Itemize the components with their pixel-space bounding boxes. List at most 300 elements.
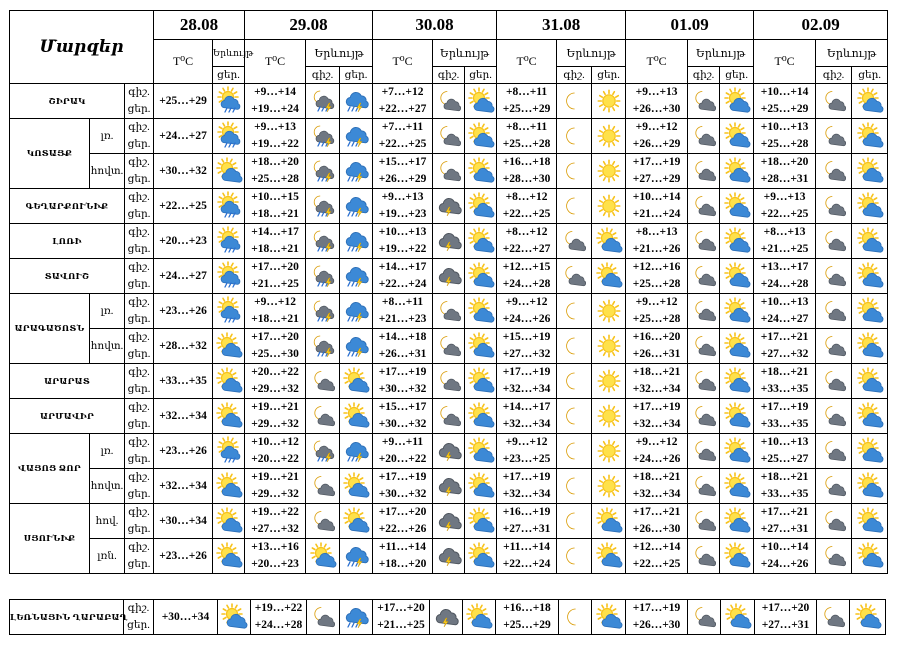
temp-day: +25…+29 [503, 619, 551, 631]
temp-day: +26…+31 [378, 348, 427, 360]
region-name: ԿՈՏԱՅՔ [10, 119, 90, 189]
temp-night: +8…+11 [505, 121, 548, 133]
temp-range [373, 294, 433, 329]
temp-night: +13…+17 [760, 261, 809, 273]
cloud-rain-lightning-icon [344, 608, 368, 625]
weather-icon-cell [688, 189, 720, 224]
moon-cloud-icon [437, 127, 461, 144]
forecast-table [9, 10, 888, 574]
cloud-rain-lightning-icon [344, 547, 368, 564]
weather-icon-cell [557, 189, 592, 224]
moon-icon [562, 372, 586, 389]
weather-header: Երևույթ [306, 40, 373, 67]
weather-icon-cell [213, 84, 245, 119]
cloud-rain-lightning-icon [344, 232, 368, 249]
temp-day: +32…+34 [502, 488, 551, 500]
weather-icon-cell [433, 329, 465, 364]
temp-night: +10…+15 [251, 191, 299, 203]
temp-night: +12…+16 [632, 261, 681, 273]
day-label: ցեր. [127, 454, 151, 465]
weather-icon-cell [465, 469, 497, 504]
moon-cloud-rain-icon [311, 197, 335, 214]
weather-icon-cell [592, 294, 626, 329]
sun-cloud-icon [469, 477, 493, 494]
temp-range [497, 224, 557, 259]
sun-cloud-icon [858, 127, 882, 144]
temp-day: +33…+35 [760, 418, 809, 430]
temp-range [754, 364, 816, 399]
day-label: ցեր. [465, 67, 497, 84]
temp-night: +10…+13 [760, 121, 809, 133]
sun-cloud-rain-icon [217, 197, 241, 214]
weather-icon-cell [340, 539, 373, 574]
sun-cloud-icon [858, 512, 882, 529]
time-of-day [125, 84, 154, 119]
sun-icon [597, 162, 621, 179]
weather-icon-cell [433, 504, 465, 539]
temp-range [626, 434, 688, 469]
temp-night: +17…+21 [760, 506, 809, 518]
weather-icon-cell [688, 84, 720, 119]
sun-cloud-icon [469, 92, 493, 109]
weather-icon-cell [688, 294, 720, 329]
temp-day: +32…+34 [502, 383, 551, 395]
night-label: գիշ. [127, 603, 150, 614]
temp-night: +13…+16 [251, 541, 299, 553]
moon-icon [562, 477, 586, 494]
temp-night: +18…+21 [632, 366, 681, 378]
weather-icon-cell [816, 84, 852, 119]
temp-day: +22…+27 [502, 243, 551, 255]
moon-cloud-rain-icon [311, 337, 335, 354]
moon-icon [562, 197, 586, 214]
temp-day-range: +20…+23 [154, 224, 213, 259]
sun-cloud-icon [858, 267, 882, 284]
temp-day: +24…+27 [760, 313, 809, 325]
sun-icon [597, 372, 621, 389]
temp-day: +19…+24 [251, 103, 299, 115]
temp-night: +18…+21 [632, 471, 681, 483]
time-of-day [125, 294, 154, 329]
moon-cloud-icon [437, 337, 461, 354]
temp-night: +17…+20 [377, 602, 425, 614]
temp-night: +16…+19 [502, 506, 551, 518]
time-of-day [125, 189, 154, 224]
temp-night: +9…+12 [635, 436, 678, 448]
temp-night: +9…+12 [505, 436, 548, 448]
temp-day: +26…+29 [378, 173, 427, 185]
temp-day: +21…+25 [251, 278, 299, 290]
temp-night: +17…+19 [378, 471, 427, 483]
weather-icon-cell [213, 259, 245, 294]
weather-icon-cell [852, 154, 888, 189]
weather-icon-cell [340, 294, 373, 329]
weather-icon-cell [816, 399, 852, 434]
weather-icon-cell [688, 399, 720, 434]
temp-range [497, 154, 557, 189]
night-label: գիշ. [128, 542, 150, 553]
weather-icon-cell [433, 154, 465, 189]
day-label: ցեր. [127, 620, 150, 631]
weather-icon-cell [465, 259, 497, 294]
night-label: գիշ. [557, 67, 592, 84]
temp-night: +10…+14 [632, 191, 681, 203]
temp-day-range: +30…+32 [154, 154, 213, 189]
night-label: գիշ. [128, 227, 150, 238]
temp-night: +8…+12 [505, 226, 548, 238]
moon-icon [563, 608, 587, 625]
night-label: գիշ. [306, 67, 340, 84]
temp-day: +18…+21 [251, 208, 299, 220]
temp-night: +9…+13 [254, 121, 296, 133]
weather-icon-cell [306, 329, 340, 364]
weather-icon-cell [557, 84, 592, 119]
region-name: ԱՐԱՐԱՏ [10, 364, 125, 399]
weather-icon-cell [592, 504, 626, 539]
region-name: ԼԵՌՆԱՅԻՆ ՂԱՐԱԲԱՂ [10, 600, 124, 635]
temp-night: +9…+13 [763, 191, 806, 203]
weather-icon-cell [852, 224, 888, 259]
region-part: լռ. [90, 434, 125, 469]
time-of-day [125, 399, 154, 434]
karabakh-forecast-table [9, 599, 886, 635]
day-label: ցեր. [720, 67, 754, 84]
sun-icon [597, 92, 621, 109]
temp-day: +20…+23 [251, 558, 299, 570]
moon-cloud-icon [822, 302, 846, 319]
weather-icon-cell [306, 539, 340, 574]
weather-icon-cell [816, 364, 852, 399]
sun-cloud-icon [469, 407, 493, 424]
temp-header: T⁰C [626, 40, 688, 84]
moon-cloud-icon [822, 267, 846, 284]
temp-day: +20…+22 [378, 453, 427, 465]
weather-header: Երևույթ [688, 40, 754, 67]
night-label: գիշ. [128, 507, 150, 518]
weather-icon-cell [592, 399, 626, 434]
temp-day: +25…+28 [632, 278, 681, 290]
sun-cloud-icon [858, 372, 882, 389]
temp-range [245, 294, 306, 329]
night-label: գիշ. [128, 297, 150, 308]
sun-cloud-icon [725, 407, 749, 424]
sun-cloud-icon [726, 608, 750, 625]
temp-day: +28…+31 [760, 173, 809, 185]
temp-day: +33…+35 [760, 488, 809, 500]
weather-icon-cell [816, 294, 852, 329]
night-label: գիշ. [128, 262, 150, 273]
region-row [10, 259, 888, 294]
moon-cloud-icon [822, 442, 846, 459]
region-row [10, 399, 888, 434]
temp-range [754, 539, 816, 574]
day-label: ցեր. [127, 244, 151, 255]
temp-night: +16…+20 [632, 331, 681, 343]
temp-range [754, 294, 816, 329]
region-part: հովտ. [90, 329, 125, 364]
temp-day: +22…+25 [632, 558, 681, 570]
sun-cloud-icon [597, 232, 621, 249]
temp-day: +19…+22 [378, 243, 427, 255]
temp-day: +29…+32 [251, 383, 299, 395]
temp-range [245, 539, 306, 574]
temp-day: +32…+34 [632, 418, 681, 430]
sun-cloud-icon [469, 512, 493, 529]
weather-icon-cell [306, 434, 340, 469]
night-label: գիշ. [128, 192, 150, 203]
temp-day: +25…+28 [502, 138, 551, 150]
sun-cloud-icon [856, 608, 880, 625]
cloud-rain-lightning-icon [344, 302, 368, 319]
region-row [10, 189, 888, 224]
date-header: 29.08 [245, 11, 373, 40]
moon-cloud-icon [822, 512, 846, 529]
sun-cloud-icon [469, 442, 493, 459]
temp-range [245, 434, 306, 469]
sun-cloud-icon [858, 232, 882, 249]
temp-day: +27…+31 [761, 619, 810, 631]
sun-cloud-icon [344, 372, 368, 389]
temp-night: +14…+18 [378, 331, 427, 343]
moon-cloud-icon [822, 162, 846, 179]
sun-cloud-icon [725, 92, 749, 109]
region-name: ՎԱՅՈՑ ՁՈՐ [10, 434, 90, 504]
moon-cloud-icon [311, 512, 335, 529]
temp-day: +24…+28 [760, 278, 809, 290]
time-of-day [125, 329, 154, 364]
cloud-lightning-icon [437, 477, 461, 494]
day-label: ցեր. [127, 279, 151, 290]
region-part: լռ. [90, 119, 125, 154]
moon-cloud-icon [692, 608, 716, 625]
moon-cloud-icon [692, 127, 716, 144]
temp-day: +29…+32 [251, 488, 299, 500]
temp-day-range: +22…+25 [154, 189, 213, 224]
temp-night: +16…+18 [502, 156, 551, 168]
weather-icon-cell [213, 294, 245, 329]
cloud-rain-lightning-icon [344, 337, 368, 354]
weather-icon-cell [430, 600, 463, 635]
weather-icon-cell [852, 539, 888, 574]
sun-cloud-icon [469, 337, 493, 354]
weather-icon-cell [720, 84, 754, 119]
temp-day: +25…+28 [251, 173, 299, 185]
temp-day: +19…+22 [251, 138, 299, 150]
region-name: ԱՐՄԱՎԻՐ [10, 399, 125, 434]
weather-icon-cell [307, 600, 340, 635]
moon-cloud-icon [437, 372, 461, 389]
region-name: ՏԱՎՈՒՇ [10, 259, 125, 294]
day-label: ցեր. [127, 524, 151, 535]
temp-night: +12…+15 [502, 261, 551, 273]
temp-range [754, 469, 816, 504]
moon-icon [562, 442, 586, 459]
weather-icon-cell [557, 154, 592, 189]
temp-range [373, 539, 433, 574]
weather-icon-cell [465, 154, 497, 189]
time-of-day [124, 600, 154, 635]
temp-night: +19…+22 [251, 506, 299, 518]
sun-cloud-icon [858, 407, 882, 424]
temp-day: +21…+25 [760, 243, 809, 255]
temp-range [373, 224, 433, 259]
date-header: 31.08 [497, 11, 626, 40]
weather-icon-cell [433, 364, 465, 399]
temp-range [373, 504, 433, 539]
cloud-lightning-icon [437, 267, 461, 284]
temp-day: +21…+25 [377, 619, 425, 631]
temp-night: +15…+19 [502, 331, 551, 343]
moon-cloud-icon [562, 267, 586, 284]
sun-icon [597, 127, 621, 144]
temp-day: +18…+20 [378, 558, 427, 570]
moon-cloud-rain-icon [311, 127, 335, 144]
moon-cloud-icon [562, 232, 586, 249]
weather-icon-cell [816, 329, 852, 364]
weather-icon-cell [557, 224, 592, 259]
weather-icon-cell [306, 189, 340, 224]
temp-night: +17…+19 [502, 471, 551, 483]
temp-day: +25…+29 [760, 103, 809, 115]
moon-cloud-icon [821, 608, 845, 625]
moon-cloud-icon [692, 547, 716, 564]
temp-night: +17…+19 [760, 401, 809, 413]
temp-range [626, 259, 688, 294]
weather-icon-cell [852, 434, 888, 469]
moon-cloud-rain-icon [311, 267, 335, 284]
temp-day: +24…+28 [254, 619, 303, 631]
sun-cloud-icon [725, 267, 749, 284]
temp-night: +12…+14 [632, 541, 681, 553]
sun-cloud-icon [725, 302, 749, 319]
temp-day: +21…+26 [632, 243, 681, 255]
temp-day: +24…+28 [502, 278, 551, 290]
temp-range [626, 469, 688, 504]
sun-cloud-icon [597, 547, 621, 564]
temp-day-range: +24…+27 [154, 259, 213, 294]
weather-icon-cell [213, 364, 245, 399]
sun-cloud-icon [725, 197, 749, 214]
weather-icon-cell [218, 600, 251, 635]
temp-day-range: +32…+34 [154, 399, 213, 434]
weather-icon-cell [433, 84, 465, 119]
temp-day: +22…+26 [378, 523, 427, 535]
weather-icon-cell [720, 539, 754, 574]
moon-cloud-icon [437, 302, 461, 319]
sun-cloud-icon [597, 267, 621, 284]
moon-icon [562, 547, 586, 564]
cloud-rain-lightning-icon [344, 442, 368, 459]
weather-icon-cell [816, 504, 852, 539]
region-name: ԱՐԱԳԱԾՈՏՆ [10, 294, 90, 364]
temp-day: +21…+23 [378, 313, 427, 325]
weather-icon-cell [720, 329, 754, 364]
temp-night: +17…+21 [760, 331, 809, 343]
weather-icon-cell [688, 364, 720, 399]
day-label: ցեր. [127, 174, 151, 185]
cloud-rain-lightning-icon [344, 92, 368, 109]
cloud-lightning-icon [434, 608, 458, 625]
region-name: ՇԻՐԱԿ [10, 84, 125, 119]
region-name: ԼՈՌԻ [10, 224, 125, 259]
time-of-day [125, 224, 154, 259]
temp-range [497, 399, 557, 434]
weather-icon-cell [306, 224, 340, 259]
date-header: 28.08 [154, 11, 245, 40]
temp-range [245, 364, 306, 399]
weather-icon-cell [306, 469, 340, 504]
temp-night: +14…+17 [378, 261, 427, 273]
weather-icon-cell [213, 329, 245, 364]
moon-cloud-icon [311, 407, 335, 424]
temp-night: +8…+11 [505, 86, 548, 98]
temp-range [754, 189, 816, 224]
night-label: գիշ. [128, 437, 150, 448]
temp-day: +30…+32 [378, 418, 427, 430]
sun-cloud-rain-icon [217, 127, 241, 144]
time-of-day [125, 364, 154, 399]
sun-cloud-icon [344, 407, 368, 424]
moon-cloud-icon [692, 477, 716, 494]
moon-icon [562, 162, 586, 179]
weather-icon-cell [213, 154, 245, 189]
weather-icon-cell [720, 119, 754, 154]
night-label: գիշ. [816, 67, 852, 84]
weather-icon-cell [720, 434, 754, 469]
moon-cloud-icon [822, 197, 846, 214]
weather-icon-cell [465, 329, 497, 364]
weather-icon-cell [557, 434, 592, 469]
temp-header: T⁰C [373, 40, 433, 84]
moon-cloud-icon [311, 608, 335, 625]
region-name: ԳԵՂԱՐՔՈՒՆԻՔ [10, 189, 125, 224]
temp-day: +27…+29 [632, 173, 681, 185]
weather-icon-cell [816, 224, 852, 259]
moon-cloud-icon [692, 442, 716, 459]
temp-day: +22…+24 [502, 558, 551, 570]
weather-icon-cell [592, 224, 626, 259]
temp-range [245, 329, 306, 364]
temp-day: +24…+26 [760, 558, 809, 570]
weather-icon-cell [306, 119, 340, 154]
weather-icon-cell [688, 600, 721, 635]
temp-range [373, 189, 433, 224]
weather-icon-cell [852, 259, 888, 294]
weather-icon-cell [559, 600, 592, 635]
date-header-row [10, 11, 888, 40]
cloud-lightning-icon [437, 442, 461, 459]
weather-icon-cell [213, 504, 245, 539]
temp-range [497, 119, 557, 154]
temp-night: +10…+13 [378, 226, 427, 238]
sun-cloud-rain-icon [217, 442, 241, 459]
sun-cloud-icon [725, 512, 749, 529]
region-row [10, 154, 888, 189]
weather-icon-cell [816, 469, 852, 504]
temp-day: +22…+24 [378, 278, 427, 290]
temp-day: +26…+30 [632, 619, 681, 631]
temp-day: +18…+21 [251, 243, 299, 255]
sun-cloud-icon [217, 547, 241, 564]
weather-icon-cell [816, 119, 852, 154]
temp-day-range: +33…+35 [154, 364, 213, 399]
temp-range [754, 504, 816, 539]
weather-icon-cell [688, 434, 720, 469]
weather-icon-cell [852, 119, 888, 154]
sun-cloud-icon [469, 197, 493, 214]
moon-icon [562, 127, 586, 144]
temp-night: +7…+11 [381, 121, 424, 133]
